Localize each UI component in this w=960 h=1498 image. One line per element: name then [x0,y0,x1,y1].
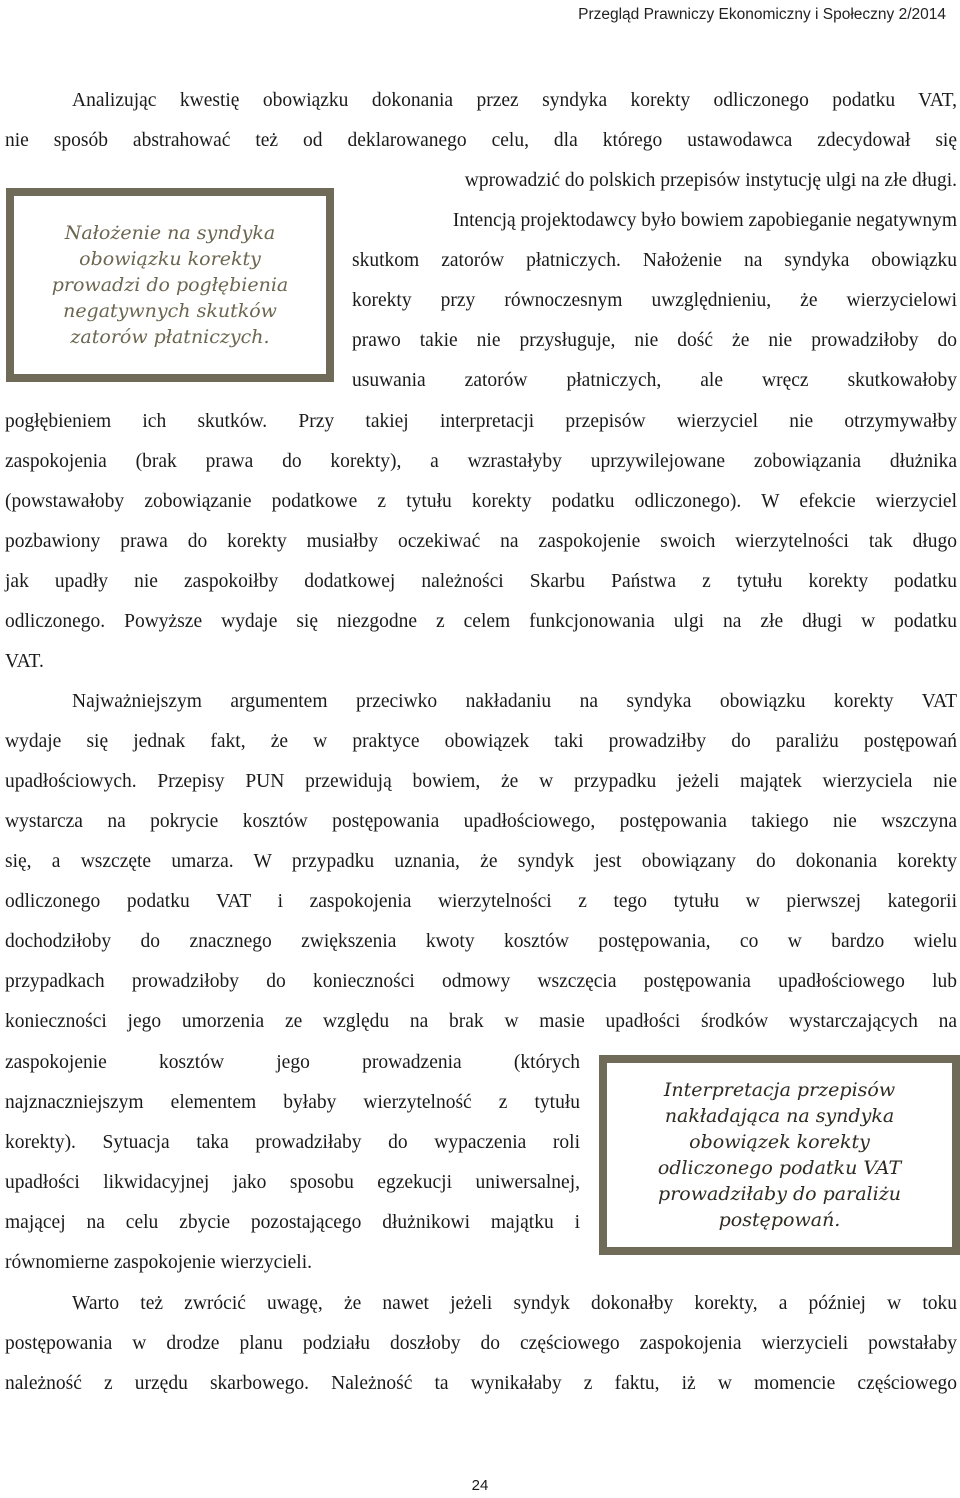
pull-quote-line: Nałożenie na syndyka [64,222,276,244]
pull-quote-line: zatorów płatniczych. [70,326,270,348]
text-line: postępowania w drodze planu podziału doszłoby do częściowego zaspokojenia wierzycieli powstałaby [5,1333,957,1354]
text-line: wprowadzić do polskich przepisów instytucję ulgi na złe długi. [464,170,957,191]
text-line: zaspokojenie kosztów jego prowadzenia (których [5,1052,580,1073]
pull-quote-line: Interpretacja przepisów [663,1079,896,1101]
text-line: przypadkach prowadziłoby do konieczności odmowy wszczęcia postępowania upadłościowego lub [5,971,957,992]
pull-quote-line: nakładająca na syndyka [664,1105,895,1127]
pull-quote-text [13,195,327,375]
pull-quote-text [606,1062,953,1248]
pull-quote-line: obowiązku korekty [79,248,261,270]
text-line: VAT. [5,651,44,672]
pull-quote-line: prowadzi do pogłębienia [51,274,289,296]
text-line: odliczonego. Powyższe wydaje się niezgodne z celem funkcjonowania ulgi na złe długi w podatku [5,611,957,632]
text-line: odliczonego podatku VAT i zaspokojenia wierzytelności z tego tytułu w pierwszej kategorii [5,891,957,912]
text-line: dochodziłoby do znacznego zwiększenia kwoty kosztów postępowania, co w bardzo wielu [5,931,957,952]
text-line: korekty przy równoczesnym uwzględnieniu, że wierzycielowi [352,290,957,311]
text-line: pogłębieniem ich skutków. Przy takiej interpretacji przepisów wierzyciel nie otrzymywałby [5,411,957,432]
text-line: Najważniejszym argumentem przeciwko nakładaniu na syndyka obowiązku korekty VAT [72,691,957,712]
pull-quote-box [599,1055,960,1255]
pull-quote-line: negatywnych skutków [63,300,277,322]
journal-header: Przegląd Prawniczy Ekonomiczny i Społeczny 2/2014 [578,6,946,23]
text-line: wydaje się jednak fakt, że w praktyce obowiązek taki prowadziłby do paraliżu postępowań [5,731,957,752]
text-line: (powstawałoby zobowiązanie podatkowe z tytułu korekty podatku odliczonego). W efekcie wierzyciel [5,491,957,512]
text-line: Analizując kwestię obowiązku dokonania przez syndyka korekty odliczonego podatku VAT, [72,90,957,111]
text-line: konieczności jego umorzenia ze względu na brak w masie upadłości środków wystarczających na [5,1011,957,1032]
text-line: upadłości likwidacyjnej jako sposobu egzekucji uniwersalnej, [5,1172,580,1193]
text-line: usuwania zatorów płatniczych, ale wręcz skutkowałoby [352,370,957,391]
text-line: należność z urzędu skarbowego. Należność ta wynikałaby z faktu, iż w momencie częściowego [5,1373,957,1394]
text-line: się, a wszczęte umarza. W przypadku uznania, że syndyk jest obowiązany do dokonania korekty [5,851,957,872]
text-line: skutkom zatorów płatniczych. Nałożenie na syndyka obowiązku [352,250,957,271]
pull-quote-line: obowiązek korekty [689,1131,870,1153]
text-line: upadłościowych. Przepisy PUN przewidują bowiem, że w przypadku jeżeli majątek wierzyciela nie [5,771,957,792]
text-line: zaspokojenia (brak prawa do korekty), a wzrastałyby uprzywilejowane zobowiązania dłużnika [5,451,957,472]
text-line: mającej na celu zbycie pozostającego dłużnikowi majątku i [5,1212,580,1233]
text-line: prawo takie nie przysługuje, nie dość że nie prowadziłoby do [352,330,957,351]
text-line: nie sposób abstrahować też od deklarowanego celu, dla którego ustawodawca zdecydował się [5,130,957,151]
pull-quote-line: postępowań. [718,1209,841,1231]
text-line: wystarcza na pokrycie kosztów postępowania upadłościowego, postępowania takiego nie wszczyna [5,811,957,832]
text-line: jak upadły nie zaspokoiłby dodatkowej należności Skarbu Państwa z tytułu korekty podatku [5,571,957,592]
text-line: pozbawiony prawa do korekty musiałby oczekiwać na zaspokojenie swoich wierzytelności tak długo [5,531,957,552]
page-number: 24 [471,1477,489,1494]
text-line: równomierne zaspokojenie wierzycieli. [5,1252,313,1273]
pull-quote-box [6,188,334,382]
pull-quote-line: prowadziłaby do paraliżu [658,1183,901,1205]
text-line: Warto też zwrócić uwagę, że nawet jeżeli syndyk dokonałby korekty, a później w toku [72,1293,957,1314]
text-line: Intencją projektodawcy było bowiem zapobieganie negatywnym [452,210,957,231]
text-line: korekty). Sytuacja taka prowadziłaby do wypaczenia roli [5,1132,580,1153]
text-line: najznaczniejszym elementem byłaby wierzytelność z tytułu [5,1092,580,1113]
pull-quote-line: odliczonego podatku VAT [657,1157,902,1179]
